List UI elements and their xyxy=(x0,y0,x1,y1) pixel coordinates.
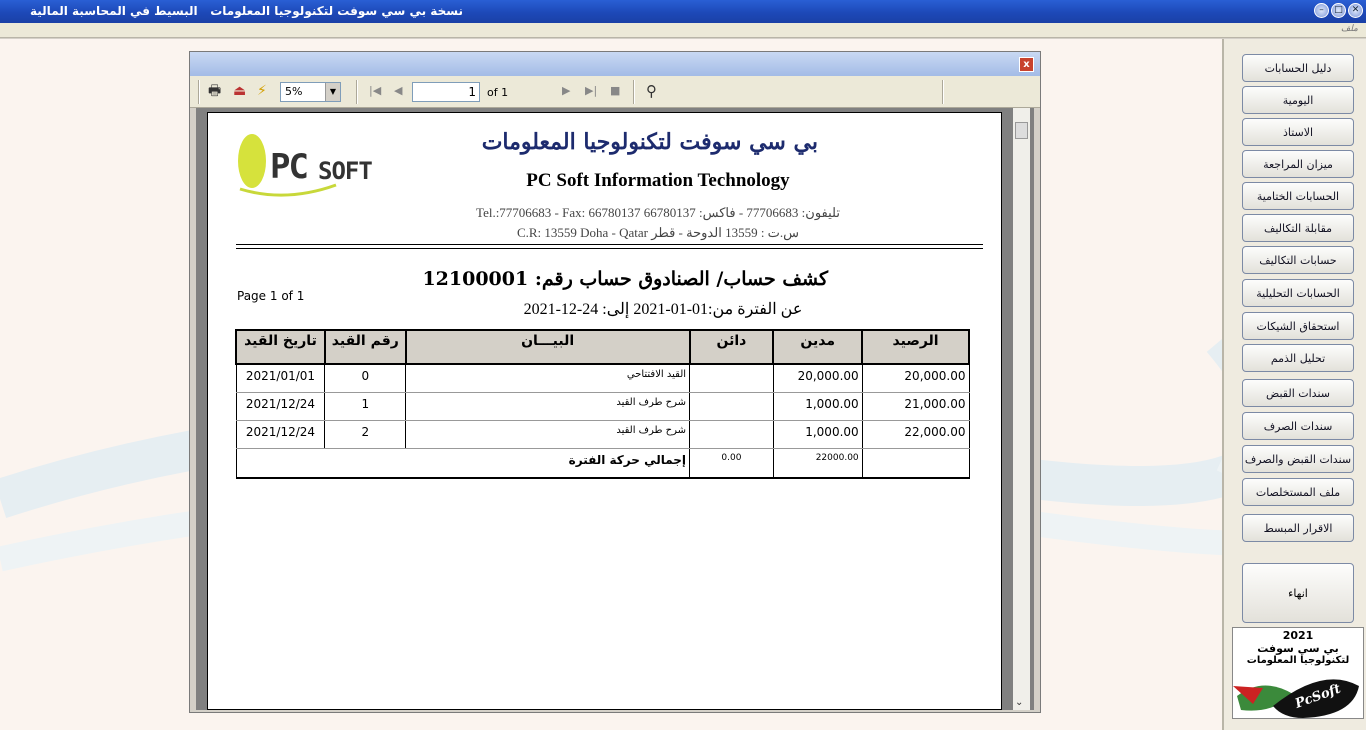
brand-line-1: بي سي سوفت xyxy=(1257,642,1339,655)
report-scroll-area[interactable] xyxy=(196,108,1034,710)
cell-date: 2021/01/01 xyxy=(236,364,325,392)
toolbar-separator xyxy=(356,80,358,104)
last-page-icon[interactable]: ▶| xyxy=(585,84,598,97)
cell-balance: 21,000.00 xyxy=(862,392,969,420)
cell-credit xyxy=(690,420,774,448)
table-row xyxy=(236,420,969,448)
scroll-down-icon[interactable]: ⌄ xyxy=(1015,697,1024,708)
contact-line: تليفون: 77706683 - فاكس: 66780137 66780137 :Tel.:77706683 - Fax xyxy=(476,205,840,220)
brand-line-2: لتكنولوجيا المعلومات xyxy=(1246,655,1350,666)
exit-button[interactable]: انهاء xyxy=(1242,563,1354,623)
address-line: س.ت : 13559 الدوحة - قطر C.R: 13559 Doha - Qatar xyxy=(516,225,800,240)
company-name-ar: بي سي سوفت لتكنولوجيا المعلومات xyxy=(481,129,818,155)
minimize-button[interactable]: – xyxy=(1314,3,1329,18)
cell-entry: 2 xyxy=(325,420,406,448)
logo-text-soft: SOFT xyxy=(318,157,372,185)
menu-file[interactable]: ملف xyxy=(1340,24,1358,34)
total-balance-empty xyxy=(862,448,969,478)
col-header-description: البيـــان xyxy=(406,330,690,364)
cell-credit xyxy=(690,392,774,420)
nav-analytical-accounts-button[interactable]: الحسابات التحليلية xyxy=(1242,279,1354,307)
lightning-icon[interactable]: ⚡ xyxy=(257,83,267,99)
statement-title: كشف حساب/ الصنادوق حساب رقم: 12100001 xyxy=(422,268,828,290)
nav-receipt-payment-vouchers-button[interactable]: سندات القبض والصرف xyxy=(1242,445,1354,473)
nav-simplified-declaration-button[interactable]: الاقرار المبسط xyxy=(1242,514,1354,542)
col-header-date: تاريخ القيد xyxy=(236,330,325,364)
table-row xyxy=(236,392,969,420)
header-divider xyxy=(236,244,983,249)
nav-extracts-file-button[interactable]: ملف المستخلصات xyxy=(1242,478,1354,506)
cell-debit: 20,000.00 xyxy=(773,364,862,392)
total-credit: 0.00 xyxy=(690,448,774,478)
nav-receipt-vouchers-button[interactable]: سندات القبض xyxy=(1242,379,1354,407)
company-name-en: PC Soft Information Technology xyxy=(526,170,790,191)
nav-cost-matching-button[interactable]: مقابلة التكاليف xyxy=(1242,214,1354,242)
total-debit: 22000.00 xyxy=(773,448,862,478)
cell-entry: 0 xyxy=(325,364,406,392)
nav-final-accounts-button[interactable]: الحسابات الختامية xyxy=(1242,182,1354,210)
statement-table xyxy=(235,329,970,479)
window-controls xyxy=(1314,3,1363,18)
col-header-balance: الرصيد xyxy=(862,330,969,364)
page-count-label: of 1 xyxy=(487,86,509,99)
cell-description: شرح طرف القيد xyxy=(406,420,690,448)
cell-debit: 1,000.00 xyxy=(773,420,862,448)
report-page xyxy=(207,112,1002,710)
nav-chart-of-accounts-button[interactable]: دليل الحسابات xyxy=(1242,54,1354,82)
nav-trial-balance-button[interactable]: ميزان المراجعة xyxy=(1242,150,1354,178)
nav-journal-button[interactable]: اليومية xyxy=(1242,86,1354,114)
nav-cost-accounts-button[interactable]: حسابات التكاليف xyxy=(1242,246,1354,274)
brand-badge xyxy=(1232,627,1364,719)
menubar xyxy=(0,23,1366,38)
window-title: نسخة بي سي سوفت لتكنولوجيا المعلومات البسيط في المحاسبة المالية xyxy=(30,4,463,18)
toolbar-separator xyxy=(942,80,944,104)
total-label: إجمالي حركة الفترة xyxy=(236,448,690,478)
cell-balance: 20,000.00 xyxy=(862,364,969,392)
table-row xyxy=(236,364,969,392)
page-number-input[interactable]: 1 xyxy=(412,82,480,102)
cell-credit xyxy=(690,364,774,392)
col-header-credit: دائن xyxy=(690,330,774,364)
report-viewer-window xyxy=(189,51,1041,713)
brand-year: 2021 xyxy=(1282,629,1314,642)
toolbar-separator xyxy=(633,80,635,104)
cell-entry: 1 xyxy=(325,392,406,420)
export-icon[interactable]: ⏏ xyxy=(233,83,247,99)
maximize-button[interactable]: □ xyxy=(1331,3,1346,18)
nav-cheque-due-button[interactable]: استحقاق الشيكات xyxy=(1242,312,1354,340)
logo-text-pc: PC xyxy=(270,147,307,187)
chevron-down-icon[interactable]: ▼ xyxy=(325,83,340,101)
cell-date: 2021/12/24 xyxy=(236,420,325,448)
binoculars-icon[interactable]: ⚲ xyxy=(646,82,657,100)
toolbar-separator xyxy=(198,80,200,104)
prev-page-icon[interactable]: ◀ xyxy=(394,84,403,97)
cell-description: شرح طرف القيد xyxy=(406,392,690,420)
stop-icon[interactable]: ■ xyxy=(610,84,621,97)
next-page-icon[interactable]: ▶ xyxy=(562,84,571,97)
cell-description: القيد الافتتاحي xyxy=(406,364,690,392)
scrollbar-thumb[interactable] xyxy=(1015,122,1028,139)
close-window-button[interactable]: ✕ xyxy=(1348,3,1363,18)
col-header-debit: مدين xyxy=(773,330,862,364)
window-titlebar xyxy=(0,0,1366,23)
nav-payment-vouchers-button[interactable]: سندات الصرف xyxy=(1242,412,1354,440)
cell-debit: 1,000.00 xyxy=(773,392,862,420)
close-icon[interactable]: x xyxy=(1019,57,1034,72)
cell-date: 2021/12/24 xyxy=(236,392,325,420)
vertical-scrollbar[interactable] xyxy=(1013,108,1030,710)
zoom-select[interactable]: 5% ▼ xyxy=(280,82,341,102)
print-icon[interactable]: 🖶 xyxy=(208,83,222,99)
page-label: Page 1 of 1 xyxy=(237,289,305,303)
nav-receivables-analysis-button[interactable]: تحليل الذمم xyxy=(1242,344,1354,372)
col-header-entry: رقم القيد xyxy=(325,330,406,364)
viewer-caption xyxy=(190,52,1040,76)
brand-script-text: PcSoft xyxy=(1293,681,1343,712)
first-page-icon[interactable]: |◀ xyxy=(369,84,382,97)
cell-balance: 22,000.00 xyxy=(862,420,969,448)
table-header-row xyxy=(236,330,969,364)
navigation-panel xyxy=(1222,39,1366,730)
brand-emblem xyxy=(1233,666,1364,719)
nav-ledger-button[interactable]: الاستاذ xyxy=(1242,118,1354,146)
totals-row xyxy=(236,448,969,478)
statement-period: عن الفترة من:01-01-2021 إلى: 24-12-2021 xyxy=(523,301,803,318)
viewer-toolbar xyxy=(190,76,1040,108)
